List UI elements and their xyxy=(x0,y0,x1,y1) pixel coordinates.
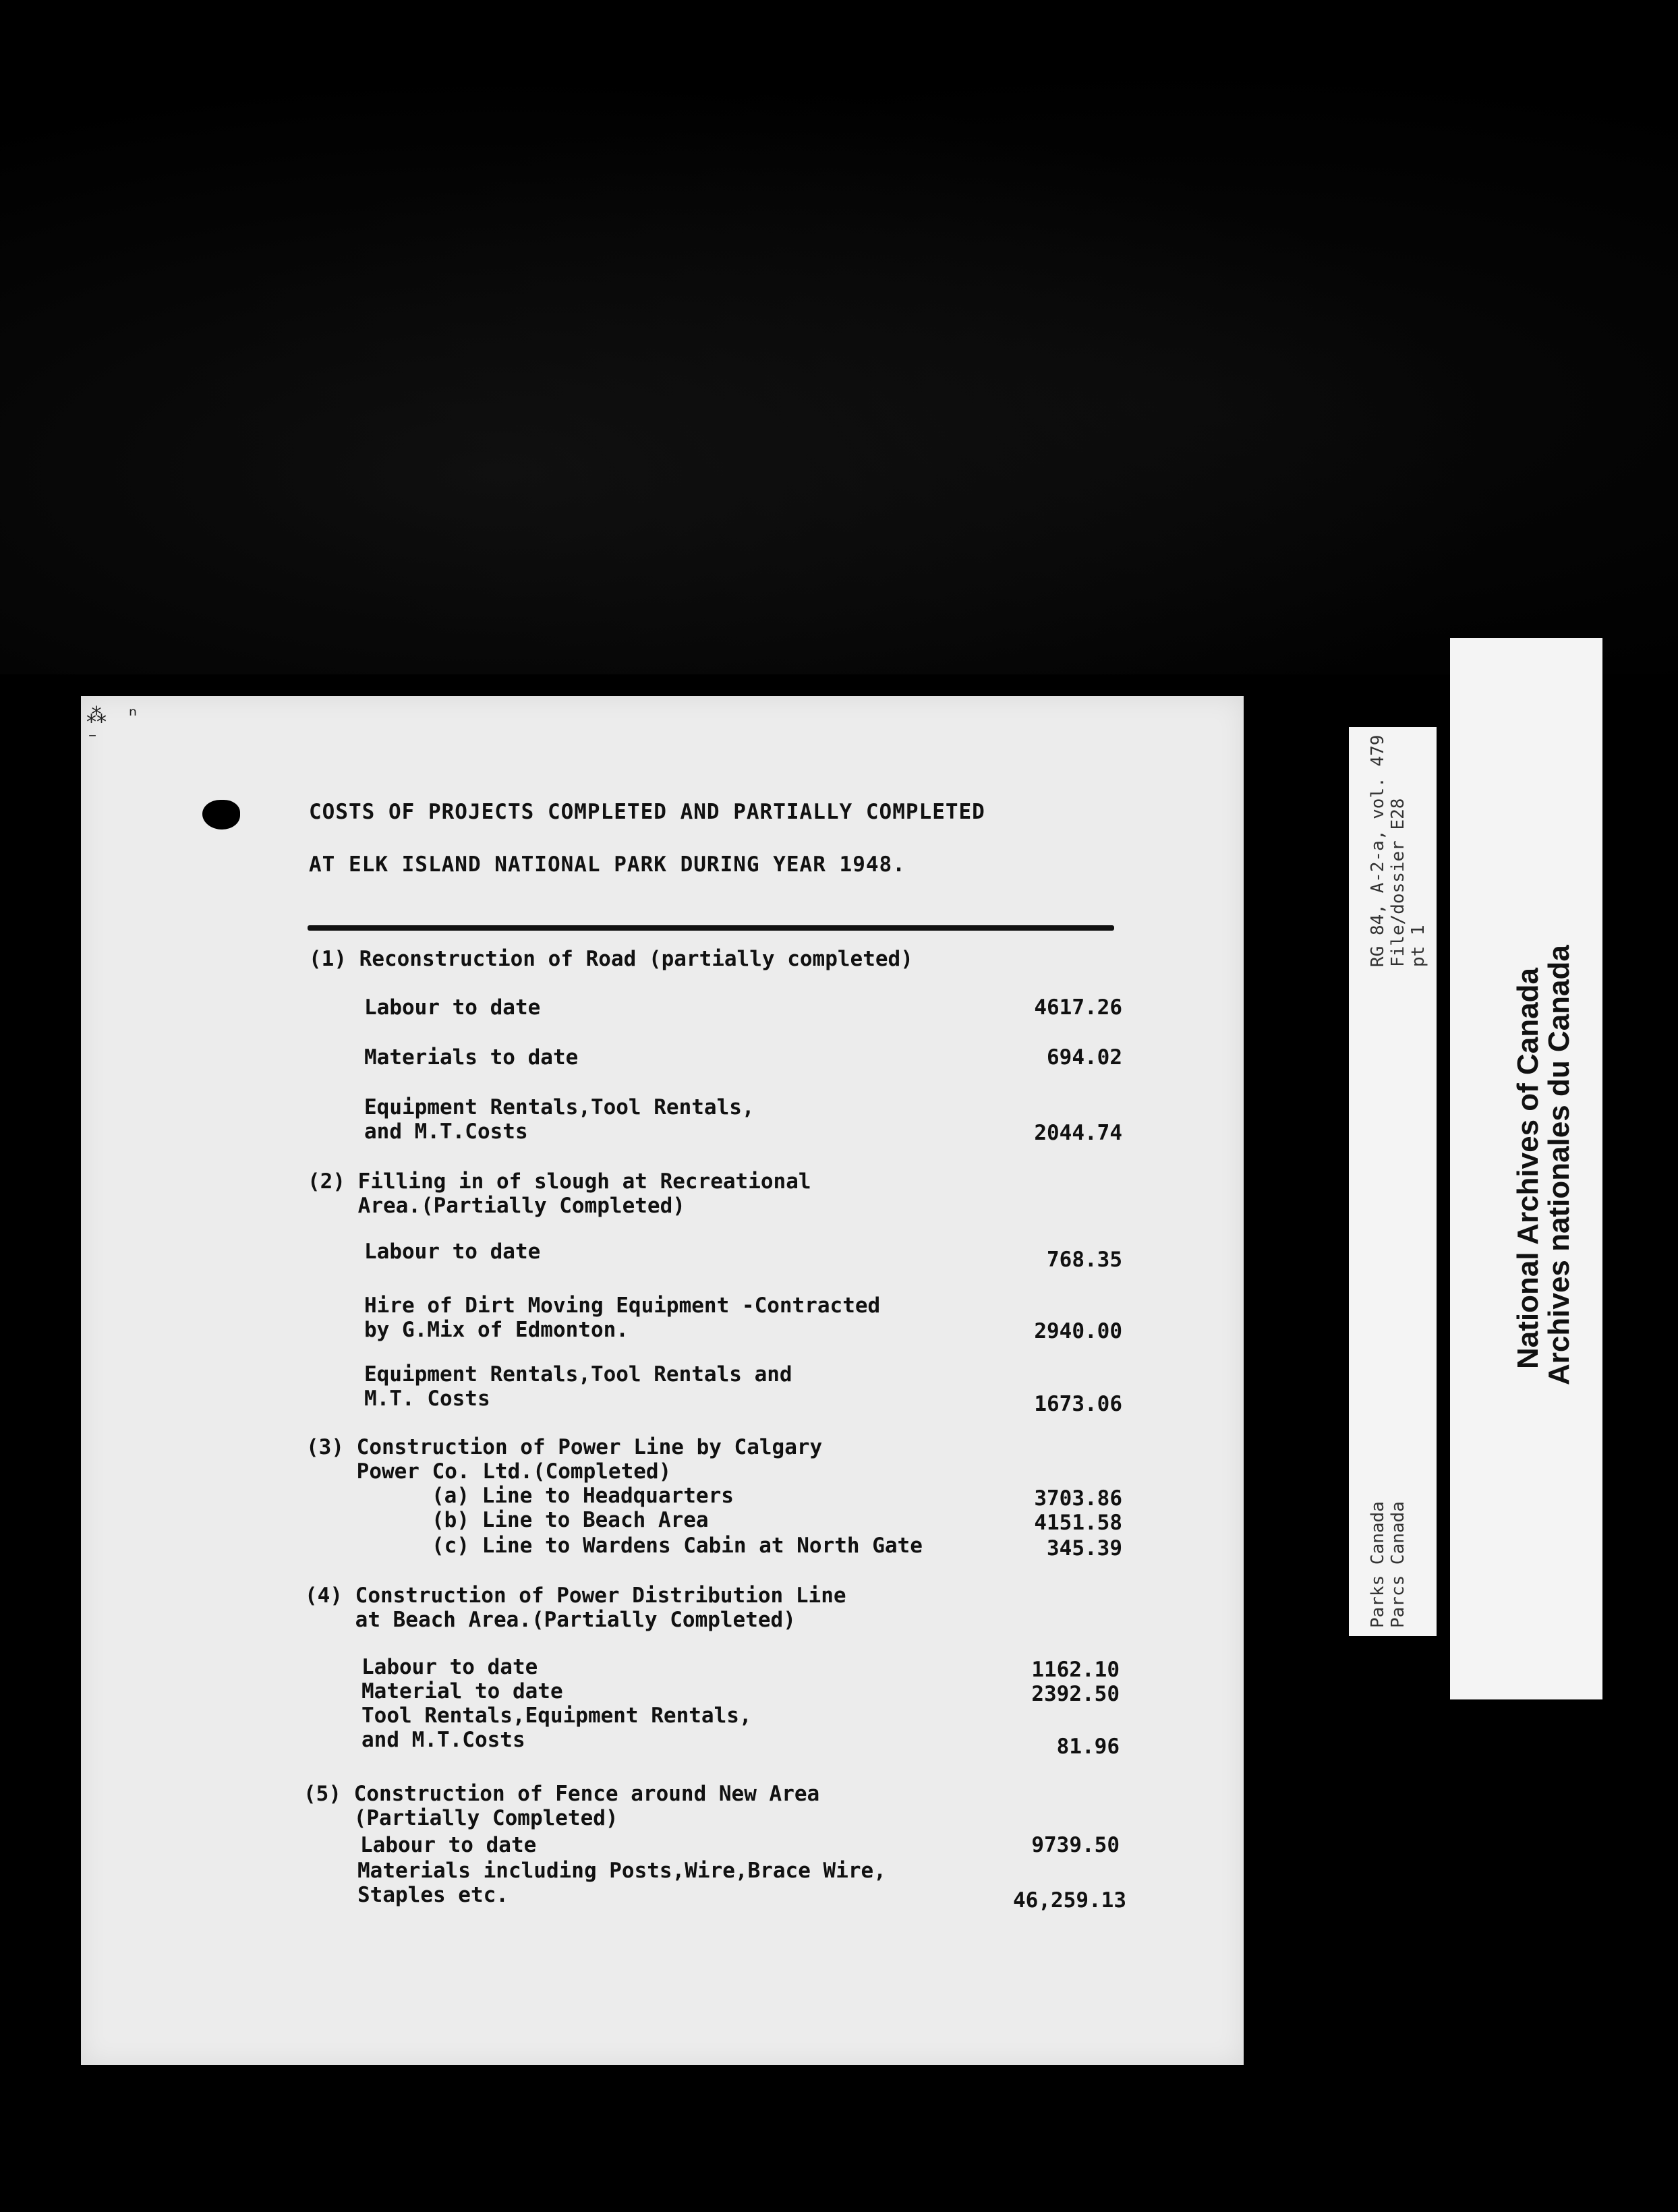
section-2-heading: (2) Filling in of slough at Recreational Area.(Partially Completed) xyxy=(308,1169,811,1218)
section-2-item-1-amount: 768.35 xyxy=(1047,1248,1122,1272)
section-1-heading: (1) Reconstruction of Road (partially completed) xyxy=(309,947,913,971)
title-line-1: COSTS OF PROJECTS COMPLETED AND PARTIALLY COMPLETED xyxy=(309,800,985,824)
section-3-item-a-amount: 3703.86 xyxy=(1034,1486,1122,1511)
title-rule xyxy=(308,925,1114,931)
reference-tag xyxy=(1349,727,1437,1636)
archives-tag xyxy=(1450,638,1602,1699)
corner-mark: ⁂ ⁿ ⁻ xyxy=(86,704,144,751)
section-2-item-1-label: Labour to date xyxy=(364,1240,541,1264)
reference-tag-parcs: Parcs Canada xyxy=(1388,1501,1408,1628)
reference-tag-parks: Parks Canada xyxy=(1368,1501,1388,1628)
section-5-item-1-amount: 9739.50 xyxy=(1031,1833,1120,1857)
archives-tag-english: National Archives of Canada xyxy=(1511,968,1544,1369)
section-1-item-1-amount: 4617.26 xyxy=(1034,995,1122,1020)
section-1-item-1-label: Labour to date xyxy=(364,995,541,1020)
archives-tag-french: Archives nationales du Canada xyxy=(1542,945,1575,1385)
section-4-item-3-label: Tool Rentals,Equipment Rentals, and M.T.Costs xyxy=(361,1704,752,1752)
section-5-item-2-label: Materials including Posts,Wire,Brace Wire, Staples etc. xyxy=(357,1859,886,1907)
section-2-item-2-amount: 2940.00 xyxy=(1034,1319,1122,1343)
section-4-item-1-label: Labour to date xyxy=(361,1655,538,1679)
section-1-item-3-label: Equipment Rentals,Tool Rentals, and M.T.Costs xyxy=(364,1095,755,1144)
section-2-item-3-amount: 1673.06 xyxy=(1034,1392,1122,1416)
section-3-item-c-label: (c) Line to Wardens Cabin at North Gate xyxy=(432,1534,923,1558)
section-3-item-c-amount: 345.39 xyxy=(1047,1536,1122,1561)
section-1-item-2-label: Materials to date xyxy=(364,1045,579,1070)
reference-tag-file: File/dossier E28 xyxy=(1388,798,1408,967)
reference-tag-part: pt 1 xyxy=(1408,925,1428,967)
section-4-item-2-label: Material to date xyxy=(361,1679,563,1704)
section-1-item-3-amount: 2044.74 xyxy=(1034,1121,1122,1145)
section-5-heading: (5) Construction of Fence around New Area (Partially Completed) xyxy=(303,1782,820,1830)
dark-background xyxy=(0,0,1678,674)
section-3-item-b-amount: 4151.58 xyxy=(1034,1511,1122,1535)
section-3-item-a-label: (a) Line to Headquarters xyxy=(432,1484,734,1508)
title-line-2: AT ELK ISLAND NATIONAL PARK DURING YEAR 1948. xyxy=(309,852,906,877)
section-4-item-2-amount: 2392.50 xyxy=(1031,1682,1120,1706)
section-1-item-2-amount: 694.02 xyxy=(1047,1045,1122,1070)
section-5-item-1-label: Labour to date xyxy=(360,1833,537,1857)
section-5-item-2-amount: 46,259.13 xyxy=(1013,1888,1126,1913)
section-3-item-b-label: (b) Line to Beach Area xyxy=(432,1508,709,1532)
ink-blot xyxy=(202,800,240,830)
section-3-heading: (3) Construction of Power Line by Calgary Power Co. Ltd.(Completed) xyxy=(306,1435,823,1484)
section-4-item-3-amount: 81.96 xyxy=(1056,1735,1120,1759)
section-4-heading: (4) Construction of Power Distribution Line at Beach Area.(Partially Completed) xyxy=(305,1583,846,1632)
section-2-item-3-label: Equipment Rentals,Tool Rentals and M.T. Costs xyxy=(364,1362,792,1411)
section-4-item-1-amount: 1162.10 xyxy=(1031,1658,1120,1682)
section-2-item-2-label: Hire of Dirt Moving Equipment -Contracted by G.Mix of Edmonton. xyxy=(364,1293,881,1342)
reference-tag-rg: RG 84, A-2-a, vol. 479 xyxy=(1368,734,1388,967)
